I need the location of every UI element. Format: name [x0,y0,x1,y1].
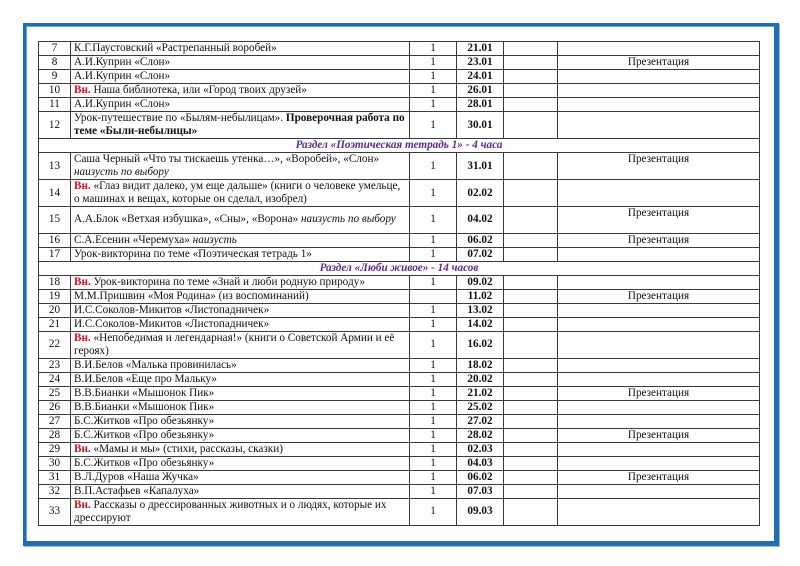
lesson-number: 27 [39,414,71,428]
lesson-note: Презентация [558,153,760,180]
lesson-plan-table [38,41,760,526]
lesson-note: Презентация [558,470,760,484]
lesson-number: 22 [39,331,71,358]
lesson-number: 12 [39,112,71,139]
lesson-date: 20.02 [457,372,504,386]
lesson-row [39,233,760,247]
lesson-hours: 1 [410,153,457,180]
actual-date-cell [504,498,558,525]
lesson-row [39,414,760,428]
lesson-number: 9 [39,70,71,84]
actual-date-cell [504,372,558,386]
actual-date-cell [504,331,558,358]
lesson-date: 13.02 [457,303,504,317]
lesson-hours: 1 [410,180,457,207]
lesson-hours: 1 [410,233,457,247]
lesson-hours: 1 [410,470,457,484]
lesson-date: 07.03 [457,484,504,498]
topic-italic-text: наизусть по выбору [74,166,169,178]
lesson-number: 31 [39,470,71,484]
lesson-topic [71,498,410,525]
topic-text: Б.С.Житков «Про обезьянку» [74,456,215,469]
lesson-hours: 1 [410,414,457,428]
lesson-date: 31.01 [457,153,504,180]
lesson-topic [71,386,410,400]
topic-bold-text: Проверочная работа по теме «Были-небылицы» [74,112,405,137]
lesson-date: 04.03 [457,456,504,470]
actual-date-cell [504,153,558,180]
lesson-number: 17 [39,247,71,261]
lesson-note [558,442,760,456]
lesson-row [39,470,760,484]
lesson-row [39,84,760,98]
lesson-row [39,207,760,234]
lesson-date: 06.02 [457,470,504,484]
lesson-number: 20 [39,303,71,317]
lesson-hours: 1 [410,372,457,386]
actual-date-cell [504,358,558,372]
topic-text: Рассказы о дрессированных животных и о людях, которые их дрессируют [74,498,387,524]
lesson-number: 23 [39,358,71,372]
lesson-topic [71,70,410,84]
lesson-topic [71,98,410,112]
lesson-note [558,372,760,386]
lesson-number: 25 [39,386,71,400]
topic-text: «Мамы и мы» (стихи, рассказы, сказки) [90,442,283,455]
lesson-topic [71,180,410,207]
lesson-row [39,317,760,331]
lesson-note: Презентация [558,289,760,303]
lesson-hours: 1 [410,70,457,84]
lesson-number: 8 [39,56,71,70]
vn-marker: Вн. [74,275,91,288]
lesson-number: 13 [39,153,71,180]
lesson-number: 30 [39,456,71,470]
lesson-date: 26.01 [457,84,504,98]
lesson-date: 21.01 [457,42,504,56]
lesson-note: Презентация [558,233,760,247]
lesson-topic [71,233,410,247]
lesson-row [39,275,760,289]
lesson-number: 28 [39,428,71,442]
lesson-note [558,84,760,98]
lesson-topic [71,470,410,484]
lesson-row [39,386,760,400]
lesson-note [558,112,760,139]
actual-date-cell [504,484,558,498]
topic-text: В.В.Бианки «Мышонок Пик» [74,386,215,399]
lesson-row [39,303,760,317]
lesson-date: 28.02 [457,428,504,442]
lesson-topic [71,289,410,303]
lesson-topic [71,112,410,139]
topic-text: Урок-викторина по теме «Поэтическая тетрадь 1» [74,247,312,260]
lesson-topic [71,275,410,289]
lesson-date: 30.01 [457,112,504,139]
lesson-topic [71,207,410,234]
topic-text: Урок-путешествие по «Былям-небылицам». [74,112,286,124]
actual-date-cell [504,414,558,428]
topic-text: А.И.Куприн «Слон» [74,70,171,82]
lesson-hours: 1 [410,386,457,400]
lesson-row [39,456,760,470]
lesson-date: 28.01 [457,98,504,112]
topic-text: Саша Черный «Что ты тискаешь утенка…», «Воробей», «Слон» [74,153,380,165]
topic-text: В.Л.Дуров «Наша Жучка» [74,470,199,483]
lesson-date: 14.02 [457,317,504,331]
actual-date-cell [504,275,558,289]
lesson-row [39,70,760,84]
actual-date-cell [504,112,558,139]
lesson-date: 16.02 [457,331,504,358]
lesson-number: 24 [39,372,71,386]
topic-text: «Глаз видит далеко, ум еще дальше» (книги о человеке умельце, о машинах и вещах, которые он сделал, изобрел) [74,180,401,205]
lesson-hours: 1 [410,275,457,289]
lesson-number: 15 [39,207,71,234]
section-heading-row [39,261,760,275]
lesson-date: 24.01 [457,70,504,84]
lesson-note [558,456,760,470]
lesson-hours: 1 [410,498,457,525]
lesson-date: 02.02 [457,180,504,207]
lesson-number: 10 [39,84,71,98]
lesson-hours: 1 [410,358,457,372]
lesson-number: 7 [39,42,71,56]
lesson-hours: 1 [410,442,457,456]
lesson-hours: 1 [410,331,457,358]
topic-text: А.И.Куприн «Слон» [74,98,171,110]
topic-text: «Непобедимая и легендарная!» (книги о Советской Армии и её героях) [74,331,395,357]
lesson-row [39,112,760,139]
lesson-note [558,70,760,84]
actual-date-cell [504,70,558,84]
lesson-row [39,484,760,498]
lesson-note: Презентация [558,428,760,442]
actual-date-cell [504,470,558,484]
lesson-note [558,275,760,289]
lesson-hours: 1 [410,484,457,498]
lesson-hours: 1 [410,317,457,331]
lesson-row [39,358,760,372]
topic-text: И.С.Соколов-Микитов «Листопадничек» [74,303,270,316]
actual-date-cell [504,289,558,303]
actual-date-cell [504,56,558,70]
section-heading: Раздел «Поэтическая тетрадь 1» - 4 часа [39,139,760,153]
lesson-date: 25.02 [457,400,504,414]
lesson-note [558,400,760,414]
lesson-hours: 1 [410,456,457,470]
lesson-topic [71,400,410,414]
lesson-topic [71,303,410,317]
lesson-date: 07.02 [457,247,504,261]
actual-date-cell [504,400,558,414]
topic-text: Б.С.Житков «Про обезьянку» [74,414,215,427]
lesson-row [39,98,760,112]
actual-date-cell [504,180,558,207]
lesson-hours: 1 [410,112,457,139]
lesson-number: 26 [39,400,71,414]
topic-text: В.И.Белов «Еще про Мальку» [74,372,217,385]
lesson-date: 09.03 [457,498,504,525]
lesson-hours: 1 [410,247,457,261]
lesson-hours: 1 [410,207,457,234]
vn-marker: Вн. [74,180,91,192]
lesson-date: 23.01 [457,56,504,70]
section-heading: Раздел «Люби живое» - 14 часов [39,261,760,275]
lesson-date: 06.02 [457,233,504,247]
lesson-row [39,289,760,303]
lesson-topic [71,414,410,428]
lesson-note: Презентация [558,386,760,400]
topic-text: А.И.Куприн «Слон» [74,56,171,68]
topic-text: Б.С.Житков «Про обезьянку» [74,428,215,441]
lesson-note [558,180,760,207]
lesson-row [39,247,760,261]
lesson-note [558,331,760,358]
topic-text: Урок-викторина по теме «Знай и люби родную природу» [90,275,366,288]
lesson-topic [71,42,410,56]
topic-text: В.И.Белов «Малька провинилась» [74,358,237,371]
lesson-row [39,42,760,56]
lesson-note [558,42,760,56]
lesson-number: 29 [39,442,71,456]
actual-date-cell [504,386,558,400]
lesson-row [39,428,760,442]
lesson-date: 04.02 [457,207,504,234]
lesson-row [39,400,760,414]
vn-marker: Вн. [74,84,91,96]
lesson-row [39,331,760,358]
actual-date-cell [504,84,558,98]
lesson-hours: 1 [410,56,457,70]
lesson-note [558,98,760,112]
actual-date-cell [504,247,558,261]
lesson-hours: 1 [410,400,457,414]
actual-date-cell [504,456,558,470]
vn-marker: Вн. [74,498,91,511]
lesson-topic [71,56,410,70]
actual-date-cell [504,233,558,247]
lesson-row [39,442,760,456]
lesson-number: 11 [39,98,71,112]
lesson-date: 18.02 [457,358,504,372]
topic-italic-text: наизусть по выбору [300,213,396,226]
lesson-topic [71,317,410,331]
lesson-date: 21.02 [457,386,504,400]
lesson-row [39,372,760,386]
lesson-hours [410,289,457,303]
lesson-row [39,180,760,207]
lesson-topic [71,484,410,498]
lesson-topic [71,428,410,442]
topic-text: И.С.Соколов-Микитов «Листопадничек» [74,317,270,330]
vn-marker: Вн. [74,442,91,455]
lesson-hours: 1 [410,303,457,317]
lesson-row [39,498,760,525]
lesson-date: 09.02 [457,275,504,289]
lesson-note [558,414,760,428]
lesson-number: 32 [39,484,71,498]
lesson-row [39,153,760,180]
lesson-topic [71,331,410,358]
lesson-note [558,303,760,317]
lesson-row [39,56,760,70]
lesson-hours: 1 [410,428,457,442]
topic-text: В.В.Бианки «Мышонок Пик» [74,400,215,413]
lesson-number: 33 [39,498,71,525]
lesson-topic [71,456,410,470]
actual-date-cell [504,428,558,442]
actual-date-cell [504,442,558,456]
lesson-topic [71,358,410,372]
topic-text: С.А.Есенин «Черемуха» [74,233,193,246]
lesson-number: 16 [39,233,71,247]
actual-date-cell [504,303,558,317]
lesson-note: Презентация [558,56,760,70]
lesson-note [558,498,760,525]
lesson-date: 11.02 [457,289,504,303]
actual-date-cell [504,42,558,56]
lesson-date: 02.03 [457,442,504,456]
topic-text: В.П.Астафьев «Капалуха» [74,484,200,497]
topic-text: А.А.Блок «Ветхая избушка», «Сны», «Ворона» [74,213,301,226]
lesson-topic [71,84,410,98]
actual-date-cell [504,98,558,112]
lesson-note [558,358,760,372]
lesson-hours: 1 [410,84,457,98]
lesson-note [558,484,760,498]
topic-text: Наша библиотека, или «Город твоих друзей» [90,84,307,96]
topic-text: К.Г.Паустовский «Растрепанный воробей» [74,42,277,54]
lesson-number: 14 [39,180,71,207]
section-heading-row [39,139,760,153]
topic-text: М.М.Пришвин «Моя Родина» (из воспоминаний) [74,289,309,302]
actual-date-cell [504,207,558,234]
topic-italic-text: наизусть [192,233,237,246]
actual-date-cell [504,317,558,331]
lesson-hours: 1 [410,42,457,56]
lesson-topic [71,247,410,261]
vn-marker: Вн. [74,331,91,344]
lesson-number: 18 [39,275,71,289]
lesson-number: 21 [39,317,71,331]
lesson-hours: 1 [410,98,457,112]
lesson-number: 19 [39,289,71,303]
lesson-topic [71,372,410,386]
lesson-note [558,317,760,331]
lesson-note: Презентация [558,207,760,234]
lesson-topic [71,153,410,180]
lesson-topic [71,442,410,456]
lesson-date: 27.02 [457,414,504,428]
lesson-note [558,247,760,261]
